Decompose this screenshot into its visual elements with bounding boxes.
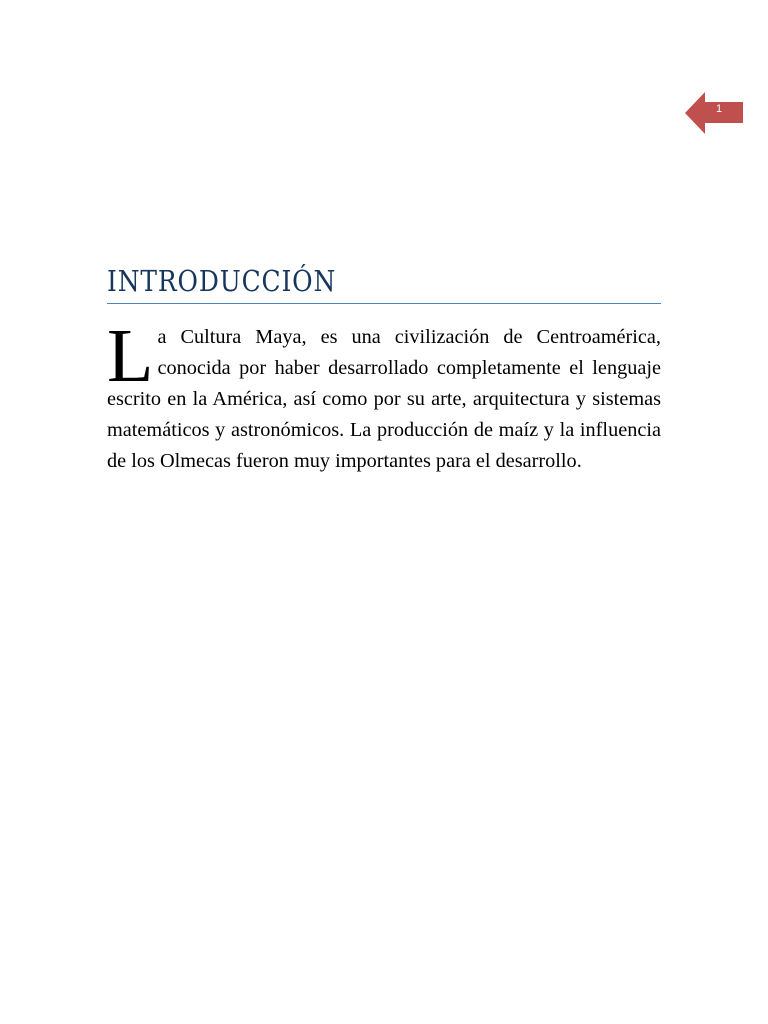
- heading-underline: [107, 303, 661, 304]
- paragraph-text: a Cultura Maya, es una civilización de Centroamérica, conocida por haber desarrollado completamente el lenguaje escrito en la América, así como por su arte, arquitectura y sistemas matemáticos y astronómicos. La producción de maíz y la influencia de los Olmecas fueron muy importantes para el desarrollo.: [107, 326, 661, 472]
- intro-paragraph: [107, 314, 661, 477]
- drop-cap: L: [107, 314, 154, 398]
- section-heading: INTRODUCCIÓN: [107, 264, 337, 298]
- page-number: 1: [715, 103, 723, 115]
